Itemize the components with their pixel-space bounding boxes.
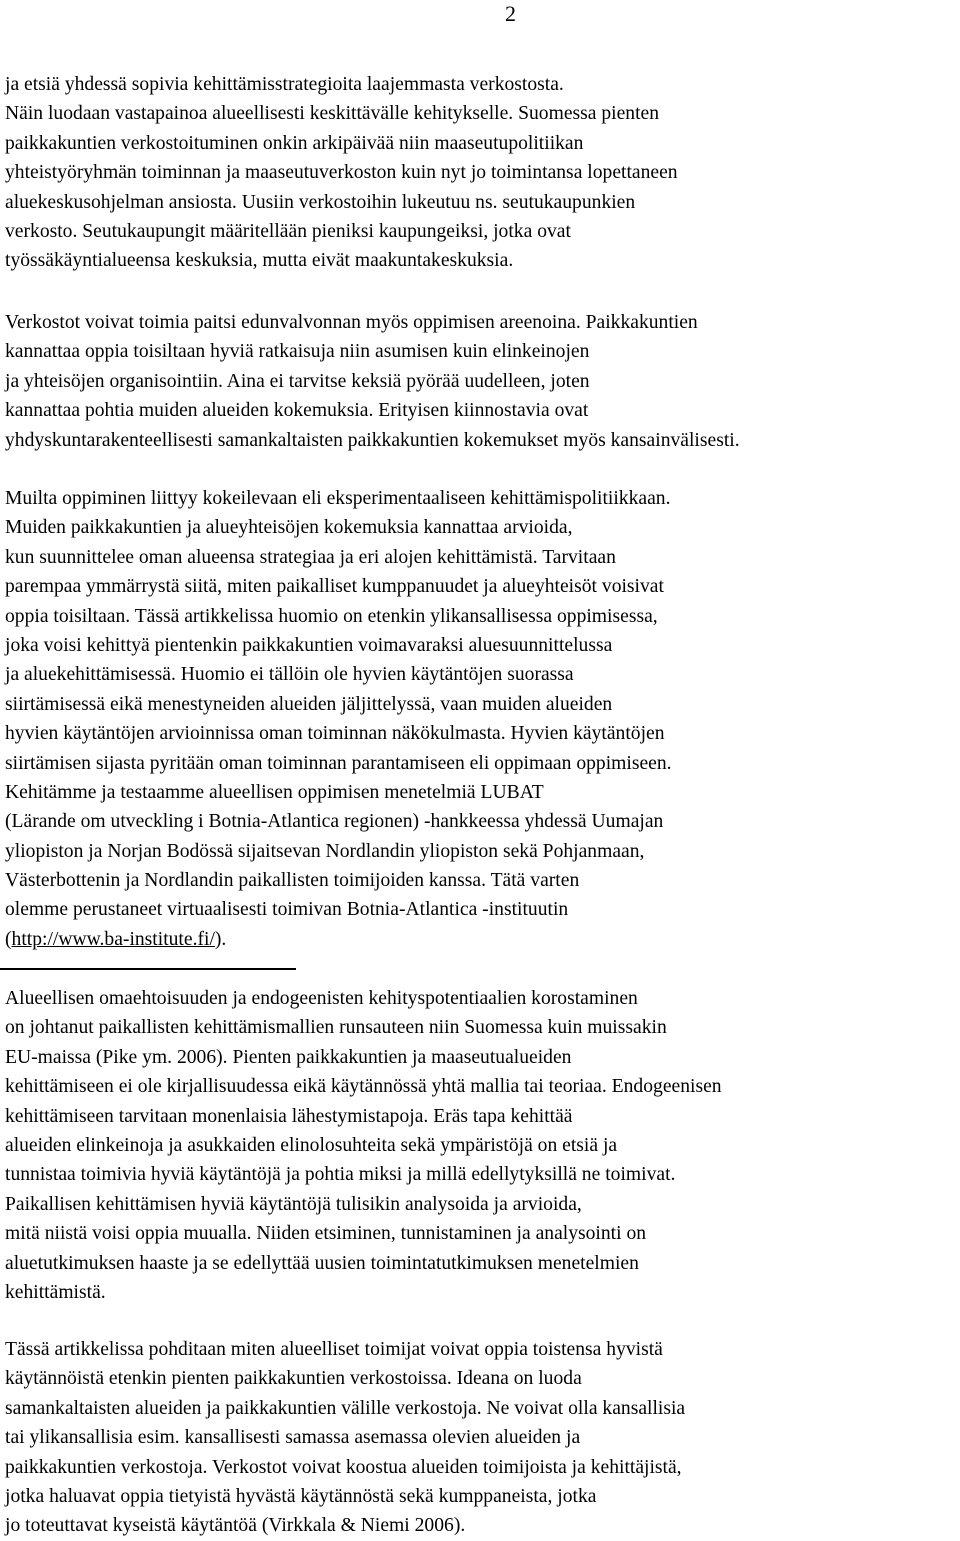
text-line: kehittämistä.	[5, 1281, 106, 1303]
text-line: Kehitämme ja testaamme alueellisen oppimisen menetelmiä LUBAT	[5, 781, 544, 803]
text-line: kannattaa oppia toisiltaan hyviä ratkaisuja niin asumisen kuin elinkeinojen	[5, 341, 590, 363]
text-line: olemme perustaneet virtuaalisesti toimivan Botnia-Atlantica -instituutin	[5, 899, 569, 921]
text-line: yliopiston ja Norjan Bodössä sijaitsevan Nordlandin yliopiston sekä Pohjanmaan,	[5, 840, 645, 862]
paragraph-5	[5, 1335, 685, 1541]
text-line: ja etsiä yhdessä sopivia kehittämisstrategioita laajemmasta verkostosta.	[5, 74, 564, 95]
text-line: jo toteuttavat kyseistä käytäntöä (Virkkala & Niemi 2006).	[5, 1515, 466, 1537]
text-line: siirtämisessä eikä menestyneiden alueiden jäljittelyssä, vaan muiden alueiden	[5, 693, 613, 715]
text-line: on johtanut paikallisten kehittämismallien runsauteen niin Suomessa kuin muissakin	[5, 1017, 667, 1039]
text-line: Tässä artikkelissa pohditaan miten alueelliset toimijat voivat oppia toistensa hyvistä	[5, 1339, 663, 1360]
text-line: ja aluekehittämisessä. Huomio ei tällöin ole hyvien käytäntöjen suorassa	[5, 664, 574, 686]
institute-link[interactable]: http://www.ba-institute.fi/	[11, 928, 215, 950]
link-close-punct: ).	[214, 928, 227, 950]
text-line: työssäkäyntialueensa keskuksia, mutta eivät maakuntakeskuksia.	[5, 250, 514, 272]
text-line: Muiden paikkakuntien ja alueyhteisöjen kokemuksia kannattaa arvioida,	[5, 517, 573, 539]
text-line: oppia toisiltaan. Tässä artikkelissa huomio on etenkin ylikansallisessa oppimisessa,	[5, 605, 658, 627]
text-line: samankaltaisten alueiden ja paikkakuntien välille verkostoja. Ne voivat olla kansallisia	[5, 1397, 686, 1419]
text-line: hyvien käytäntöjen arvioinnissa oman toiminnan näkökulmasta. Hyvien käytäntöjen	[5, 723, 665, 745]
link-underline	[0, 968, 296, 970]
text-line: paikkakuntien verkostoituminen onkin arkipäivää niin maaseutupolitiikan	[5, 132, 584, 154]
text-line: (Lärande om utveckling i Botnia-Atlantica regionen) -hankkeessa yhdessä Uumajan	[5, 811, 664, 833]
text-line: käytännöistä etenkin pienten paikkakuntien verkostoissa. Ideana on luoda	[5, 1368, 582, 1390]
text-line: mitä niistä voisi oppia muualla. Niiden etsiminen, tunnistaminen ja analysointi on	[5, 1223, 647, 1245]
text-line: kannattaa pohtia muiden alueiden kokemuksia. Erityisen kiinnostavia ovat	[5, 400, 589, 422]
link-open-paren: (	[5, 928, 12, 950]
text-line: kun suunnittelee oman alueensa strategiaa ja eri alojen kehittämistä. Tarvitaan	[5, 546, 616, 568]
paragraph-4	[5, 984, 722, 1307]
text-line: parempaa ymmärrystä siitä, miten paikalliset kumppanuudet ja alueyhteisöt voisivat	[5, 576, 664, 598]
text-line: tai ylikansallisia esim. kansallisesti samassa asemassa olevien alueiden ja	[5, 1427, 581, 1449]
text-line: Muilta oppiminen liittyy kokeilevaan eli eksperimentaaliseen kehittämispolitiikkaan.	[5, 488, 671, 509]
text-line: Verkostot voivat toimia paitsi edunvalvonnan myös oppimisen areenoina. Paikkakuntien	[5, 312, 698, 333]
text-line: verkosto. Seutukaupungit määritellään pieniksi kaupungeiksi, jotka ovat	[5, 220, 571, 242]
text-line: yhteistyöryhmän toiminnan ja maaseutuverkoston kuin nyt jo toimintansa lopettaneen	[5, 162, 678, 184]
text-line: Alueellisen omaehtoisuuden ja endogeenisten kehityspotentiaalien korostaminen	[5, 988, 638, 1009]
text-line: Näin luodaan vastapainoa alueellisesti keskittävälle kehitykselle. Suomessa pienten	[5, 103, 660, 125]
text-line: kehittämiseen ei ole kirjallisuudessa eikä käytännössä yhtä mallia tai teoriaa. Endogeenisen	[5, 1076, 722, 1098]
text-line: aluekeskusohjelman ansiosta. Uusiin verkostoihin lukeutuu ns. seutukaupunkien	[5, 191, 636, 213]
page-number: 2	[505, 1, 516, 26]
link-line	[5, 925, 672, 954]
text-line: jotka haluavat oppia tietyistä hyvästä käytännöstä sekä kumppaneista, jotka	[5, 1485, 597, 1507]
text-line: Paikallisen kehittämisen hyviä käytäntöjä tulisikin analysoida ja arvioida,	[5, 1193, 582, 1215]
text-line: kehittämiseen tarvitaan monenlaisia lähestymistapoja. Eräs tapa kehittää	[5, 1105, 573, 1127]
text-line: yhdyskuntarakenteellisesti samankaltaisten paikkakuntien kokemukset myös kansainvälisesti.	[5, 429, 740, 451]
text-line: joka voisi kehittyä pientenkin paikkakuntien voimavaraksi aluesuunnittelussa	[5, 634, 613, 656]
text-line: paikkakuntien verkostoja. Verkostot voivat koostua alueiden toimijoista ja kehittäjistä,	[5, 1456, 682, 1478]
text-line: Västerbottenin ja Nordlandin paikallisten toimijoiden kanssa. Tätä varten	[5, 870, 580, 892]
text-line: aluetutkimuksen haaste ja se edellyttää uusien toimintatutkimuksen menetelmien	[5, 1252, 639, 1274]
text-line: tunnistaa toimivia hyviä käytäntöjä ja pohtia miksi ja millä edellytyksillä ne toimivat.	[5, 1164, 676, 1186]
text-line: EU-maissa (Pike ym. 2006). Pienten paikkakuntien ja maaseutualueiden	[5, 1046, 572, 1068]
paragraph-1	[5, 70, 678, 276]
text-line: ja yhteisöjen organisointiin. Aina ei tarvitse keksiä pyörää uudelleen, joten	[5, 370, 590, 392]
paragraph-3	[5, 484, 672, 954]
paragraph-2	[5, 308, 740, 455]
text-line: siirtämisen sijasta pyritään oman toiminnan parantamiseen eli oppimaan oppimiseen.	[5, 752, 672, 774]
text-line: alueiden elinkeinoja ja asukkaiden elinolosuhteita sekä ympäristöjä on etsiä ja	[5, 1134, 618, 1156]
